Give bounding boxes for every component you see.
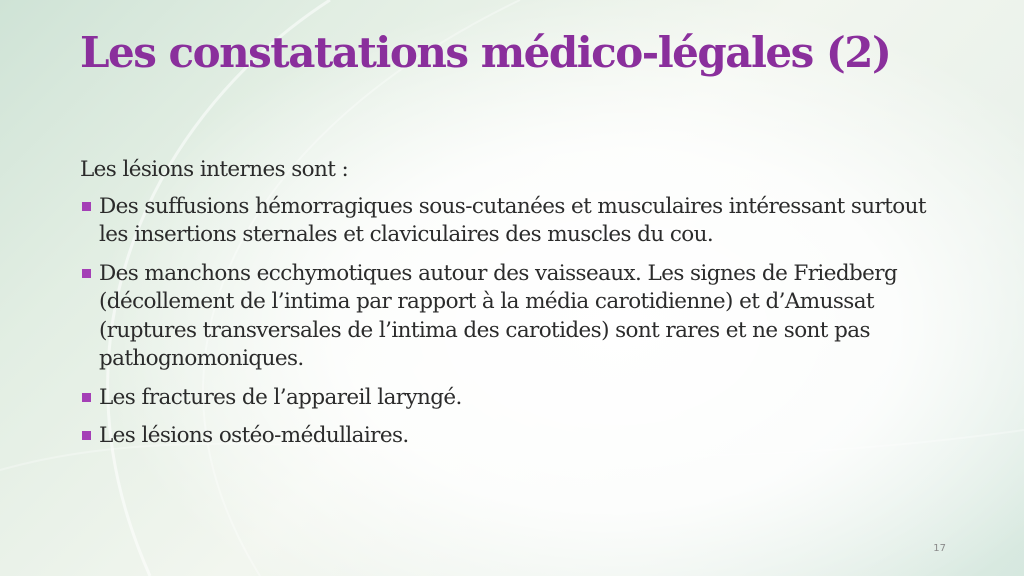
bullet-text: Les fractures de l’appareil laryngé. xyxy=(99,384,462,410)
list-item xyxy=(80,422,960,451)
bullet-text: Des manchons ecchymotiques autour des vaisseaux. Les signes de Friedberg (décollement de l’intima par rapport à la média carotidienne) et d’Amussat (ruptures transversales de l’intima des carotides) sont rares et ne sont pas pathognomoniques. xyxy=(99,260,898,371)
slide-title: Les constatations médico-légales (2) xyxy=(80,28,891,77)
square-bullet-icon xyxy=(82,202,91,211)
page-number: 17 xyxy=(933,543,946,554)
bullet-list xyxy=(80,193,960,451)
square-bullet-icon xyxy=(82,393,91,402)
bullet-text: Des suffusions hémorragiques sous-cutanées et musculaires intéressant surtout les insertions sternales et claviculaires des muscles du cou. xyxy=(99,193,926,247)
intro-text: Les lésions internes sont : xyxy=(80,157,349,182)
list-item xyxy=(80,384,960,413)
slide-body xyxy=(80,156,960,461)
list-item xyxy=(80,260,960,374)
bullet-text: Les lésions ostéo-médullaires. xyxy=(99,423,409,448)
square-bullet-icon xyxy=(82,269,91,278)
square-bullet-icon xyxy=(82,431,91,440)
list-item xyxy=(80,193,960,250)
